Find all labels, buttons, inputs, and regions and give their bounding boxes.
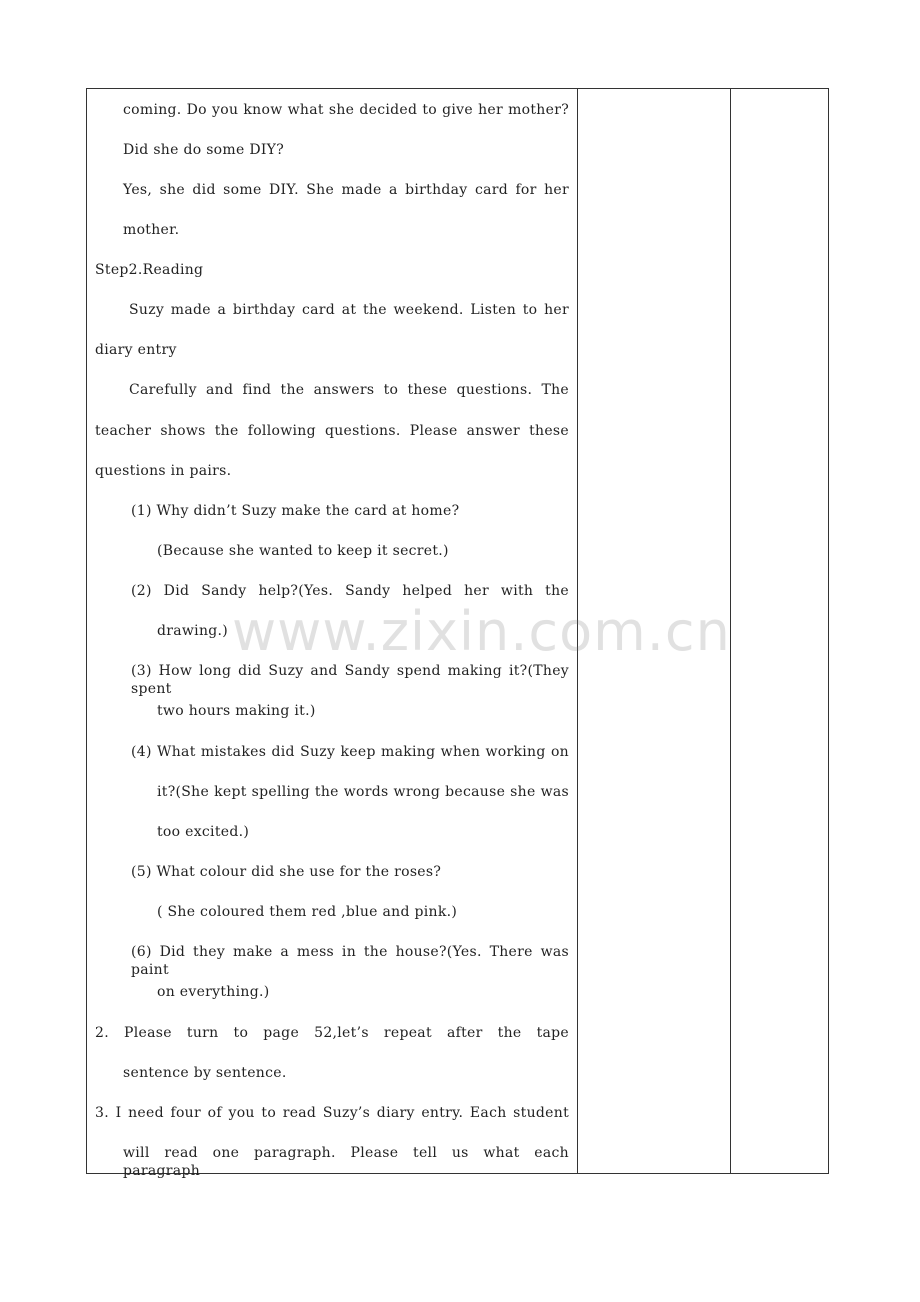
lesson-plan-table [86,88,829,1179]
text-line: (Because she wanted to keep it secret.) [157,543,449,559]
text-line: (5) What colour did she use for the roses? [131,864,442,880]
text-line: mother. [123,222,180,238]
text-line: two hours making it.) [157,703,316,719]
column-divider-1 [577,89,578,1173]
text-line: Did she do some DIY? [123,142,285,158]
text-line: Yes, she did some DIY. She made a birthday card for her [123,182,569,198]
text-line: 2. Please turn to page 52,let’s repeat after the tape [95,1025,569,1041]
text-line: on everything.) [157,984,270,1000]
text-line: diary entry [95,342,177,358]
text-line: coming. Do you know what she decided to give her mother? [123,102,569,118]
text-line: Suzy made a birthday card at the weekend. Listen to her [129,302,569,318]
text-line: too excited.) [157,824,250,840]
watermark: www.zixin.com.cn [232,600,731,663]
text-line: (1) Why didn’t Suzy make the card at home? [131,503,460,519]
text-line: Carefully and find the answers to these questions. The [129,382,569,398]
text-line: 3. I need four of you to read Suzy’s diary entry. Each student [95,1105,569,1121]
text-line: questions in pairs. [95,463,232,479]
text-line: (6) Did they make a mess in the house?(Yes. There was paint [131,944,569,978]
text-line: will read one paragraph. Please tell us what each paragraph [123,1145,569,1179]
text-line: it?(She kept spelling the words wrong because she was [157,784,569,800]
text-line: ( She coloured them red ,blue and pink.) [157,904,458,920]
text-line: teacher shows the following questions. Please answer these [95,423,569,439]
text-line: (4) What mistakes did Suzy keep making when working on [131,744,569,760]
text-line: sentence by sentence. [123,1065,287,1081]
text-line: drawing.) [157,623,229,639]
column-divider-2 [730,89,731,1173]
text-line: Step2.Reading [95,262,204,278]
lesson-content-cell [87,89,577,1179]
text-line: (2) Did Sandy help?(Yes. Sandy helped her with the [131,583,569,599]
text-line: (3) How long did Suzy and Sandy spend making it?(They spent [131,663,569,697]
